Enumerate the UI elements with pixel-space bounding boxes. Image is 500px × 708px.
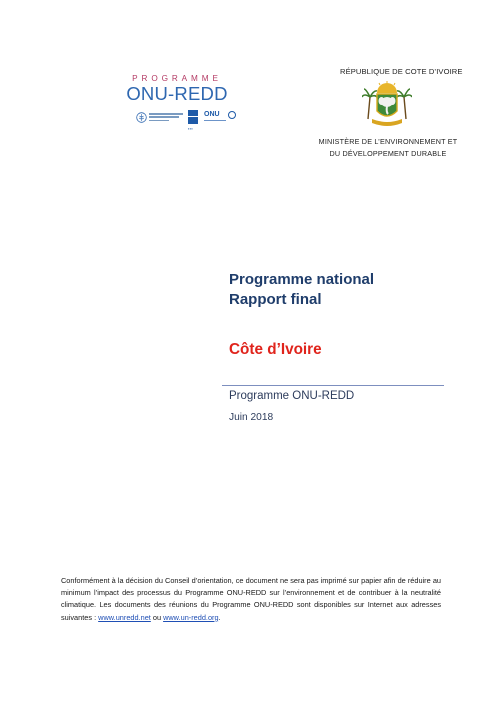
onu-redd-logo: [112, 74, 242, 131]
link-un-redd-org[interactable]: www.un-redd.org: [163, 612, 219, 622]
notice-text: Conformément à la décision du Conseil d’orientation, ce document ne sera pas imprimé sur papier afin de réduire au minimum l’impact des processus du Programme ONU-REDD sur l’environnement et de contribuer à la neutralité climatique. Les documents des réunions du Programme ONU-REDD sont disponibles sur Internet aux adresses suivantes :: [61, 576, 441, 622]
publication-date: Juin 2018: [229, 412, 274, 423]
title-line-rapport-final: Rapport final: [229, 291, 322, 308]
onu-environment-text: ONU: [204, 111, 220, 118]
onu-environment-emblem-icon: [228, 111, 236, 119]
coat-of-arms-icon: [362, 81, 412, 129]
undp-sub-mark: ▪▪▪: [188, 126, 194, 131]
country-name: Côte d’Ivoire: [229, 341, 322, 358]
divider-line: [222, 385, 444, 386]
notice-end-text: .: [218, 612, 221, 622]
onu-environment-underline: [204, 120, 226, 121]
ministere-line-2: DU DÉVELOPPEMENT DURABLE: [329, 149, 447, 158]
environment-notice: [61, 575, 441, 624]
ministere-line-1: MINISTÈRE DE L’ENVIRONNEMENT ET: [318, 137, 458, 146]
partner-logos: [136, 110, 248, 134]
logo-programme-text: PROGRAMME: [132, 74, 222, 83]
title-line-programme-national: Programme national: [229, 271, 375, 288]
programme-subtitle: Programme ONU-REDD: [229, 390, 355, 402]
document-title: [229, 270, 374, 310]
logo-onu-redd-text: ONU-REDD: [126, 83, 228, 104]
notice-or-text: ou: [150, 612, 164, 622]
republique-heading: RÉPUBLIQUE DE COTE D’IVOIRE: [340, 67, 463, 76]
ministere-heading: [318, 136, 458, 160]
undp-logo-icon: [188, 110, 198, 124]
fao-text-mark: [149, 113, 185, 123]
fao-emblem-icon: [136, 112, 147, 123]
link-unredd-net[interactable]: www.unredd.net: [98, 612, 151, 622]
